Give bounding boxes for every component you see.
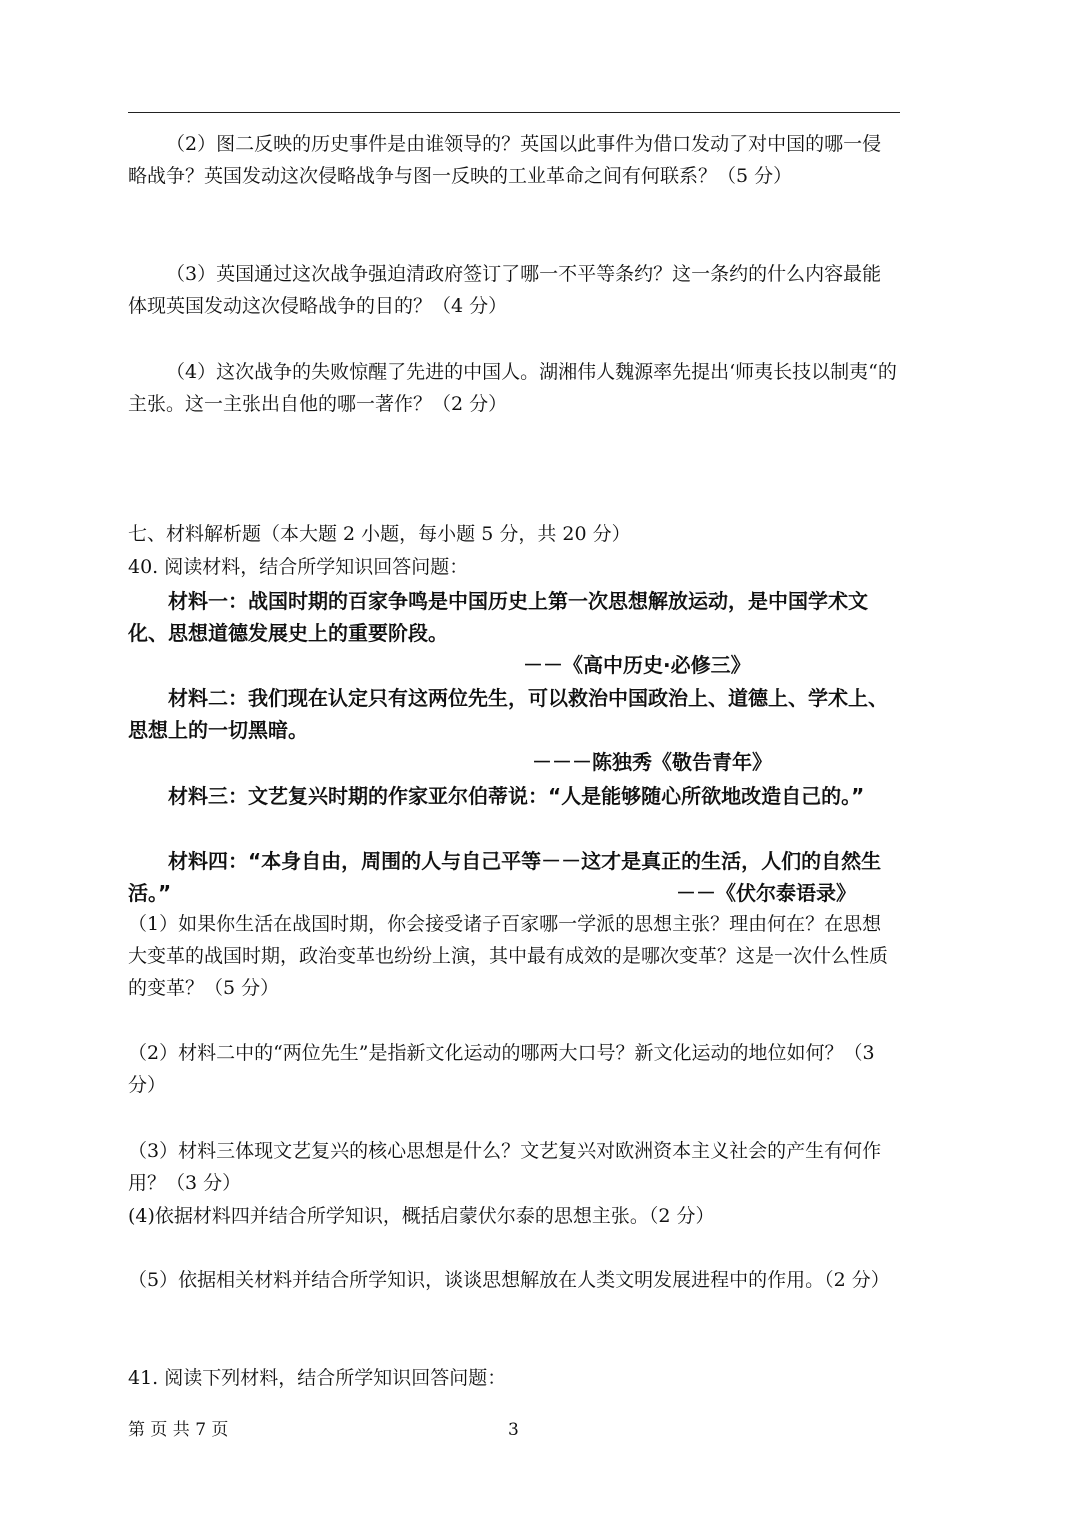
material-3: 材料三：文艺复兴时期的作家亚尔伯蒂说：“人是能够随心所欲地改造自己的。” bbox=[168, 784, 865, 808]
question-40-5: （5）依据相关材料并结合所学知识，谈谈思想解放在人类文明发展进程中的作用。（2 分） bbox=[128, 1269, 890, 1291]
question-40-2: （2）材料二中的“两位先生”是指新文化运动的哪两大口号？新文化运动的地位如何？（3 分） bbox=[128, 1042, 875, 1096]
footer-page-number: 3 bbox=[508, 1420, 519, 1440]
material-1-source: －－《高中历史·必修三》 bbox=[523, 653, 751, 677]
section-heading: 七、材料解析题（本大题 2 小题，每小题 5 分，共 20 分） bbox=[128, 523, 631, 545]
material-1: 材料一：战国时期的百家争鸣是中国历史上第一次思想解放运动，是中国学术文化、思想道德发展史上的重要阶段。 bbox=[128, 589, 868, 645]
question-40-intro: 40. 阅读材料，结合所学知识回答问题： bbox=[128, 556, 469, 578]
question-39-2: （2）图二反映的历史事件是由谁领导的？英国以此事件为借口发动了对中国的哪一侵略战争？英国发动这次侵略战争与图一反映的工业革命之间有何联系？（5 分） bbox=[128, 133, 882, 187]
question-40-3: （3）材料三体现文艺复兴的核心思想是什么？文艺复兴对欧洲资本主义社会的产生有何作用？（3 分） bbox=[128, 1140, 882, 1194]
material-2-source: －－－陈独秀《敬告青年》 bbox=[532, 750, 772, 774]
question-39-4: （4）这次战争的失败惊醒了先进的中国人。湖湘伟人魏源率先提出‘师夷长技以制夷“的主张。这一主张出自他的哪一著作？（2 分） bbox=[128, 361, 897, 415]
material-4-source: －－《伏尔泰语录》 bbox=[676, 881, 856, 905]
material-4: 材料四：“本身自由，周围的人与自己平等－－这才是真正的生活，人们的自然生活。” bbox=[128, 849, 882, 905]
question-40-1: （1）如果你生活在战国时期，你会接受诸子百家哪一学派的思想主张？理由何在？在思想大变革的战国时期，政治变革也纷纷上演，其中最有成效的是哪次变革？这是一次什么性质的变革？（5 分） bbox=[128, 913, 889, 999]
header-rule bbox=[128, 112, 900, 113]
material-2: 材料二：我们现在认定只有这两位先生，可以救治中国政治上、道德上、学术上、思想上的一切黑暗。 bbox=[128, 686, 888, 742]
question-39-3: （3）英国通过这次战争强迫清政府签订了哪一不平等条约？这一条约的什么内容最能体现英国发动这次侵略战争的目的？（4 分） bbox=[128, 263, 882, 317]
footer-page-count: 第 页 共 7 页 bbox=[128, 1420, 229, 1440]
question-40-4: (4)依据材料四并结合所学知识，概括启蒙伏尔泰的思想主张。（2 分） bbox=[128, 1205, 715, 1227]
question-41-intro: 41. 阅读下列材料，结合所学知识回答问题： bbox=[128, 1367, 507, 1389]
